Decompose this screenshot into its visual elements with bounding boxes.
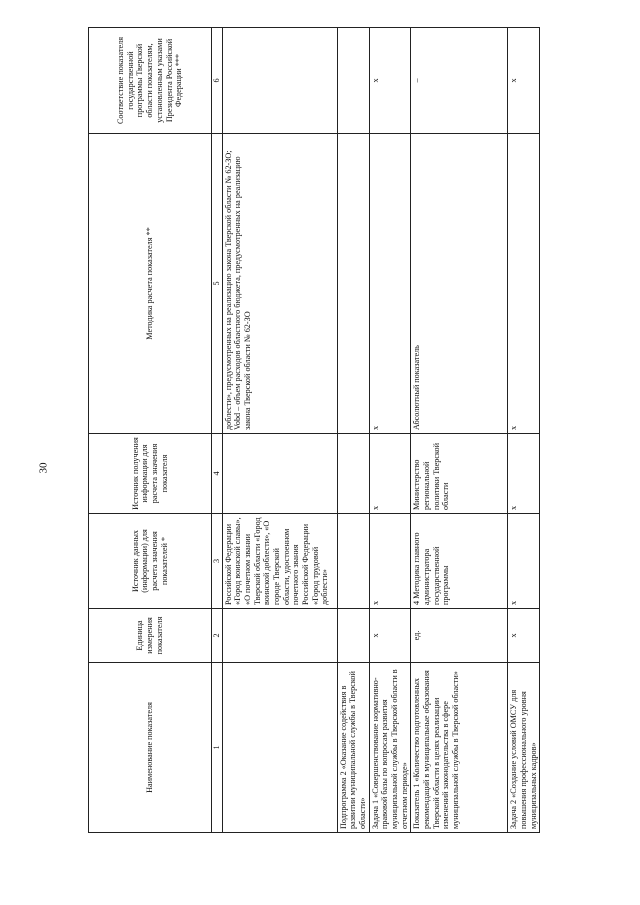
table-row xyxy=(337,28,369,833)
cell-data-source: Российской Федерации «Город воинской славы», «О почетном звании Тверской области «Город воинской доблести», «О городе Тверской области, удостоенном почетного звания Российской Федерации «Город трудовой доблести» xyxy=(222,514,337,609)
cell-name xyxy=(222,663,337,833)
table-row xyxy=(508,28,540,833)
table-row xyxy=(411,28,508,833)
column-number-row xyxy=(212,28,223,833)
column-number: 1 xyxy=(212,663,223,833)
page-number: 30 xyxy=(37,462,50,474)
cell-compliance: х xyxy=(369,28,411,134)
cell-compliance xyxy=(337,28,369,134)
cell-compliance: х xyxy=(508,28,540,134)
column-number: 5 xyxy=(212,134,223,434)
column-header-name: Наименование показателя xyxy=(89,663,212,833)
cell-method: Абсолютный показатель xyxy=(411,134,508,434)
column-header-unit: Единица измерения показателя xyxy=(89,609,212,663)
cell-method xyxy=(337,134,369,434)
cell-method: х xyxy=(508,134,540,434)
column-number: 2 xyxy=(212,609,223,663)
cell-unit: ед. xyxy=(411,609,508,663)
cell-compliance xyxy=(222,28,337,134)
cell-method: х xyxy=(369,134,411,434)
cell-info-source xyxy=(222,434,337,514)
table-row xyxy=(222,28,337,833)
indicators-table xyxy=(88,27,540,833)
cell-data-source: х xyxy=(508,514,540,609)
column-header-compliance: Соответствие показателя государственной программы Тверской области показателям, установленным указами Президента Российской Федерации *** xyxy=(89,28,212,134)
rotated-table-wrapper xyxy=(88,28,615,833)
rotated-table-stage xyxy=(88,28,615,875)
cell-unit: х xyxy=(369,609,411,663)
cell-data-source xyxy=(337,514,369,609)
cell-unit xyxy=(337,609,369,663)
cell-name: Задача 1 «Совершенствование нормативно-правовой базы по вопросам развития муниципальной службы в Тверской области в отчетном периоде» xyxy=(369,663,411,833)
column-number: 6 xyxy=(212,28,223,134)
cell-unit: х xyxy=(508,609,540,663)
column-header-info-source: Источник получения информации для расчета значения показателя xyxy=(89,434,212,514)
column-number: 4 xyxy=(212,434,223,514)
cell-name: Подпрограмма 2 «Оказание содействия в развитии муниципальной службы в Тверской области» xyxy=(337,663,369,833)
cell-data-source: 4 Методика главного администратора государственной программы xyxy=(411,514,508,609)
cell-info-source: х xyxy=(369,434,411,514)
table-row xyxy=(369,28,411,833)
column-number: 3 xyxy=(212,514,223,609)
cell-unit xyxy=(222,609,337,663)
cell-name: Задача 2 «Создание условий ОМСУ для повышения профессионального уровня муниципальных кадров» xyxy=(508,663,540,833)
cell-info-source: х xyxy=(508,434,540,514)
column-header-method: Методика расчета показателя ** xyxy=(89,134,212,434)
header-row xyxy=(89,28,212,833)
cell-data-source: х xyxy=(369,514,411,609)
cell-info-source xyxy=(337,434,369,514)
cell-info-source: Министерство региональной политики Тверской области xyxy=(411,434,508,514)
cell-name: Показатель 1 «Количество подготовленных рекомендаций в муниципальные образования Тверской области в целях реализации изменений законодательства в сфере муниципальной службы в Тверской области» xyxy=(411,663,508,833)
cell-method: доблести», предусмотренных на реализацию закона Тверской области № 62-ЗО; Vobd – объем расходов областного бюджета, предусмотренных на реализацию закона Тверской области № 62-ЗО xyxy=(222,134,337,434)
cell-compliance: – xyxy=(411,28,508,134)
column-header-data-source: Источник данных (информации) для расчета значения показателей * xyxy=(89,514,212,609)
